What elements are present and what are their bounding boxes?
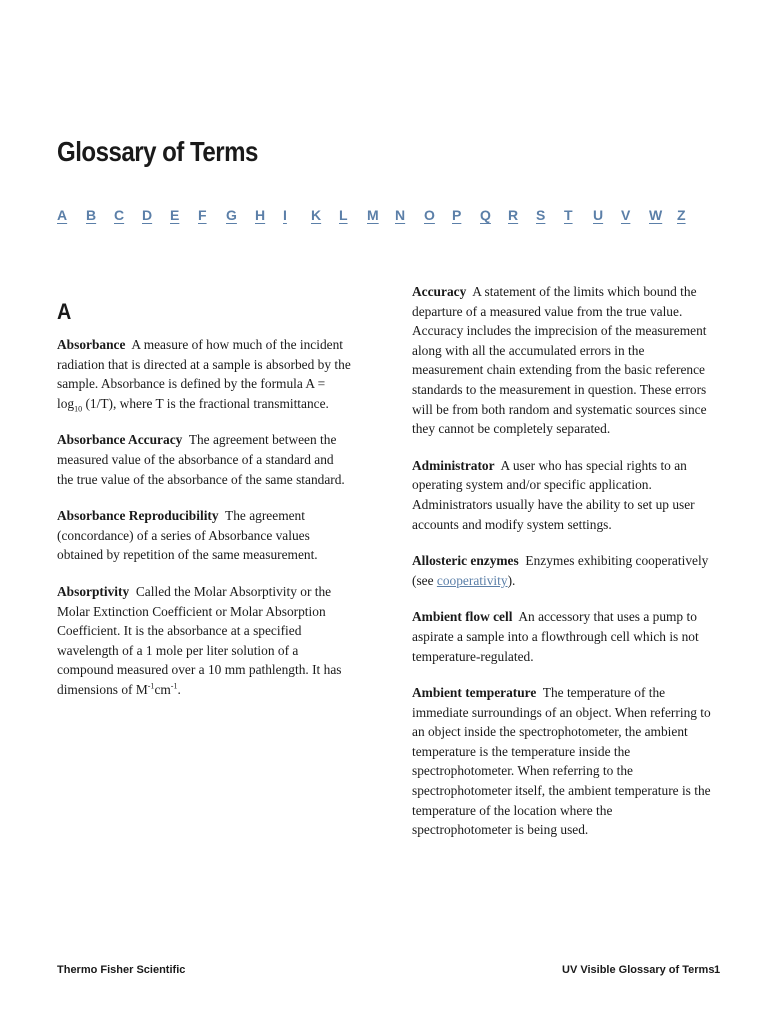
glossary-entry-absorptivity: [57, 582, 352, 700]
alpha-link-h[interactable]: H: [255, 207, 266, 223]
entry-definition: Enzymes exhibiting cooperatively (see: [412, 553, 709, 588]
entry-term: Ambient flow cell: [412, 609, 513, 625]
entry-definition: An accessory that uses a pump to aspirate a sample into a flowthrough cell which is not temperature-regulated.: [412, 609, 699, 664]
alphabet-nav: [57, 207, 697, 229]
entry-definition: The agreement between the measured value of the absorbance of a standard and the true value of the absorbance of the same standard.: [57, 432, 345, 487]
alpha-link-b[interactable]: B: [86, 207, 97, 223]
unit-cm: cm: [154, 681, 171, 697]
subscript: 10: [74, 404, 83, 414]
glossary-entry-absorbance: [57, 335, 352, 413]
entry-term: Absorbance Reproducibility: [57, 508, 219, 524]
alpha-link-n[interactable]: N: [395, 207, 406, 223]
alpha-link-v[interactable]: V: [621, 207, 631, 223]
cooperativity-link[interactable]: cooperativity: [436, 572, 508, 588]
entry-term: Absorptivity: [57, 583, 130, 599]
glossary-entry-administrator: [412, 456, 712, 534]
glossary-entry-ambient-flow-cell: [412, 607, 712, 666]
glossary-entry-absorbance-reproducibility: [57, 506, 352, 565]
alpha-link-k[interactable]: K: [311, 207, 322, 223]
alpha-link-a[interactable]: A: [57, 207, 68, 223]
page-title: Glossary of Terms: [57, 136, 258, 167]
alpha-link-z[interactable]: Z: [677, 207, 686, 223]
entry-definition: The agreement (concordance) of a series of Absorbance values obtained by repetition of the same measurement.: [57, 508, 318, 563]
entry-term: Administrator: [412, 457, 495, 473]
alpha-link-c[interactable]: C: [114, 207, 125, 223]
alpha-link-p[interactable]: P: [452, 207, 462, 223]
entry-definition: Called the Molar Absorptivity or the Molar Extinction Coefficient or Molar Absorption Coefficient. It is the absorbance at a specified wavelength of a 1 mole per liter solution of a compound measured over a 10 mm pathlength. It has dimensions of M: [57, 583, 342, 697]
alpha-link-e[interactable]: E: [170, 207, 180, 223]
glossary-entry-ambient-temperature: [412, 683, 712, 840]
entry-definition: A statement of the limits which bound the departure of a measured value from the true value. Accuracy includes the imprecision of the measurement along with all the accumulated errors in the measurement chain extending from the basic reference standards to the measurement in question. These errors will be from both random and systematic sources since they cannot be completely separated.: [412, 284, 707, 437]
alpha-link-o[interactable]: O: [424, 207, 435, 223]
alpha-link-t[interactable]: T: [564, 207, 573, 223]
glossary-entry-accuracy: [412, 282, 712, 439]
entry-definition: The temperature of the immediate surroundings of an object. When referring to an object inside the spectrophotometer, the ambient temperature is the temperature inside the spectrophotometer. When referring to the spectrophotometer itself, the ambient temperature is the temperature of the location where the spectrophotometer is being used.: [412, 685, 711, 838]
alpha-link-q[interactable]: Q: [480, 207, 491, 223]
entry-definition-end: .: [177, 681, 181, 697]
alpha-link-i[interactable]: I: [283, 207, 287, 223]
entry-definition-end: (1/T), where T is the fractional transmittance.: [82, 395, 329, 411]
alpha-link-w[interactable]: W: [649, 207, 663, 223]
left-column: [57, 299, 352, 717]
alpha-link-g[interactable]: G: [226, 207, 237, 223]
right-column: [412, 282, 712, 857]
superscript: -1: [147, 681, 155, 691]
entry-term: Accuracy: [412, 284, 467, 299]
entry-definition-end: ).: [507, 572, 516, 588]
footer-company: Thermo Fisher Scientific: [57, 964, 186, 976]
entry-definition: A measure of how much of the incident radiation that is directed at a sample is absorbed by the sample. Absorbance is defined by the formula A = log: [57, 337, 351, 411]
alpha-link-u[interactable]: U: [593, 207, 604, 223]
glossary-entry-absorbance-accuracy: [57, 430, 352, 489]
section-letter: A: [57, 299, 72, 324]
alpha-link-f[interactable]: F: [198, 207, 207, 223]
alpha-link-s[interactable]: S: [536, 207, 546, 223]
alpha-link-m[interactable]: M: [367, 207, 379, 223]
alpha-link-r[interactable]: R: [508, 207, 519, 223]
page-number: 1: [714, 964, 721, 976]
superscript: -1: [170, 681, 178, 691]
entry-term: Ambient temperature: [412, 685, 537, 701]
entry-term: Absorbance: [57, 337, 126, 352]
alpha-link-d[interactable]: D: [142, 207, 153, 223]
entry-definition: A user who has special rights to an operating system and/or specific application. Administrators usually have the ability to set up user accounts and modify system settings.: [412, 457, 695, 532]
footer-doc-title: UV Visible Glossary of Terms: [562, 964, 715, 976]
glossary-entry-allosteric-enzymes: [412, 551, 712, 590]
entry-term: Absorbance Accuracy: [57, 432, 183, 448]
entry-term: Allosteric enzymes: [412, 553, 519, 569]
alpha-link-l[interactable]: L: [339, 207, 348, 223]
